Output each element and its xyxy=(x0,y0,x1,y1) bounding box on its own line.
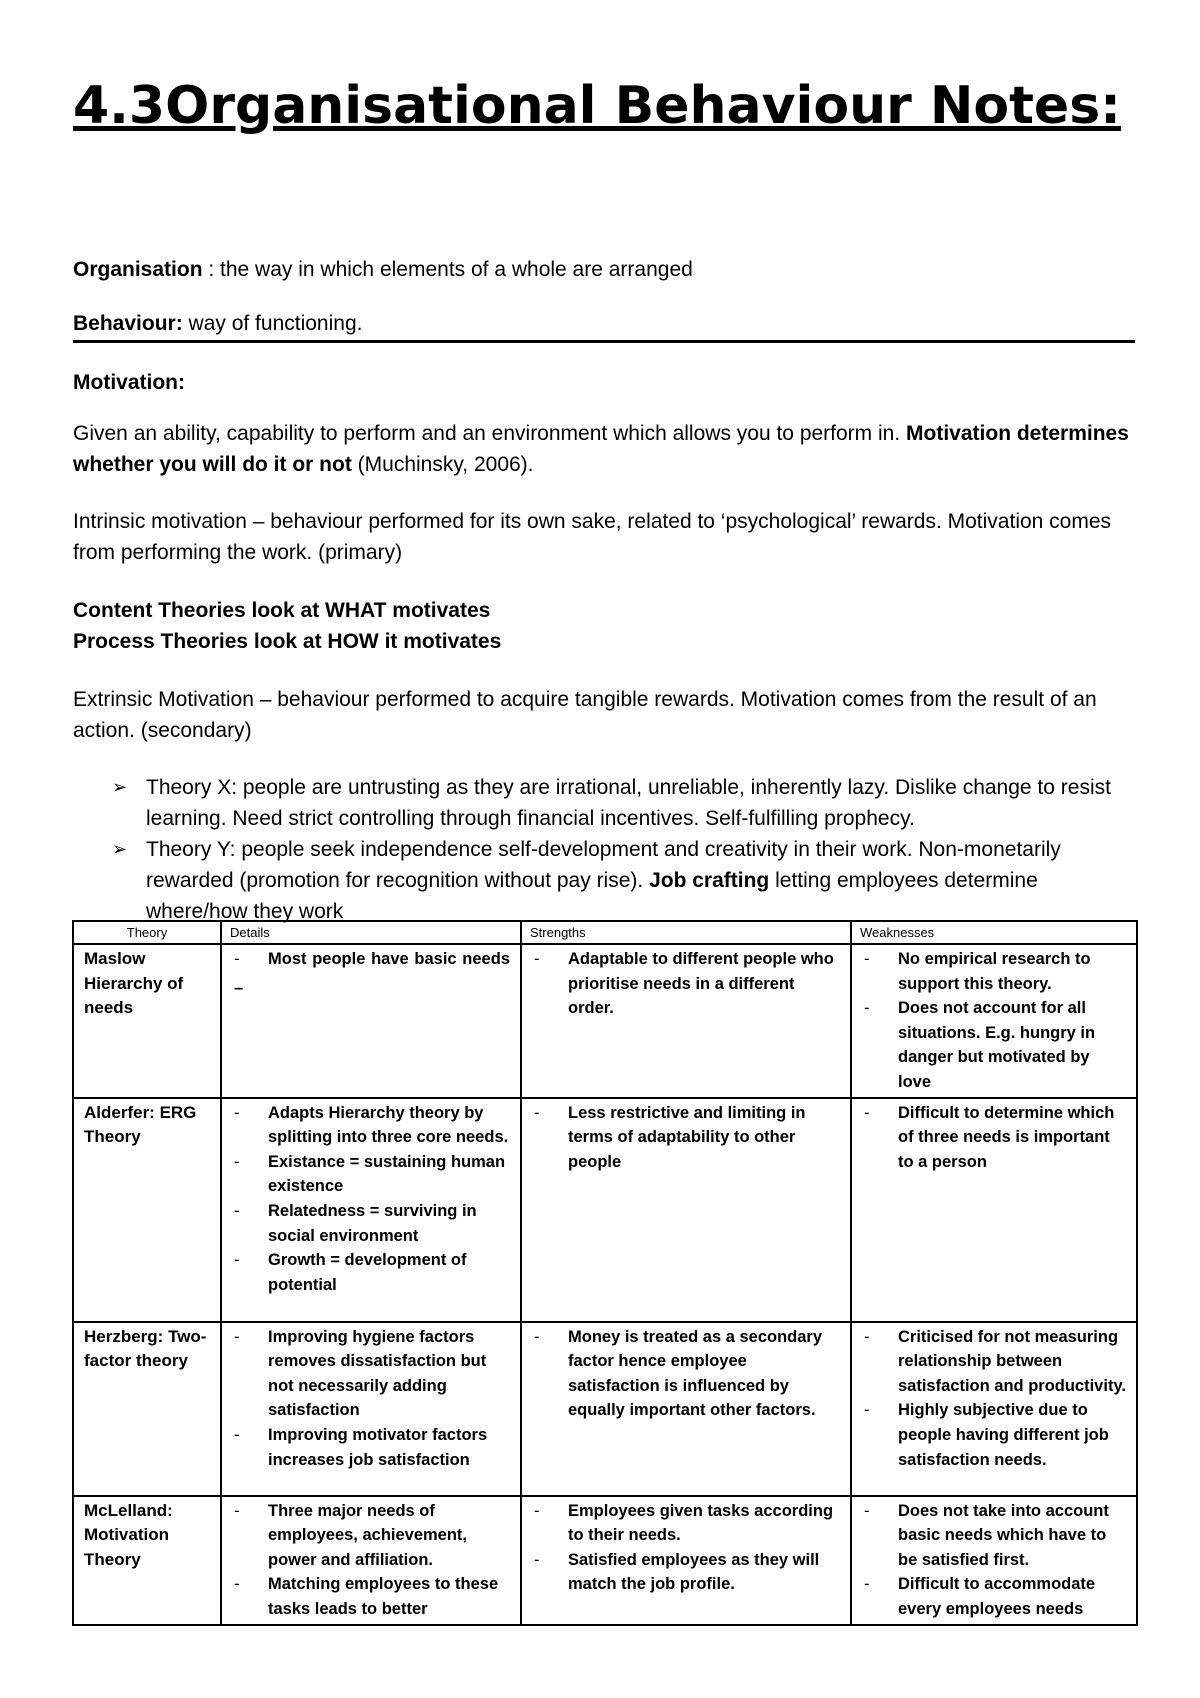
column-header-weaknesses: Weaknesses xyxy=(851,921,1137,944)
content-theories-line: Content Theories look at WHAT motivates xyxy=(73,599,491,622)
behaviour-term: Behaviour: xyxy=(73,312,183,335)
intrinsic-motivation-paragraph: Intrinsic motivation – behaviour performed for its own sake, related to ‘psychological’ rewards. Motivation comes from performing the work. (primary) xyxy=(73,510,1112,564)
list-item: - Existance = sustaining human existence xyxy=(232,1150,510,1199)
column-header-strengths: Strengths xyxy=(521,921,851,944)
weaknesses-cell xyxy=(851,1322,1137,1496)
page-title: 4.3Organisational Behaviour Notes: xyxy=(73,76,1121,136)
list-item: - Adaptable to different people who prioritise needs in a different order. xyxy=(532,947,840,1021)
list-item: - Relatedness = surviving in social environment xyxy=(232,1199,510,1248)
table-row xyxy=(73,1322,1137,1496)
weaknesses-cell xyxy=(851,1098,1137,1322)
organisation-text: : the way in which elements of a whole are arranged xyxy=(202,258,693,281)
motivation-paragraph: Given an ability, capability to perform and an environment which allows you to perform in. Motivation determines whether you will do it or not (Muchinsky, 2006). xyxy=(73,422,1129,476)
list-item: - Satisfied employees as they will match the job profile. xyxy=(532,1548,840,1597)
list-item: - Does not take into account basic needs which have to be satisfied first. xyxy=(862,1499,1126,1573)
list-item: - Most people have basic needs xyxy=(232,947,510,972)
motivation-theories-table xyxy=(72,920,1138,1626)
organisation-definition xyxy=(73,254,1133,285)
details-cell xyxy=(221,1496,521,1625)
behaviour-text: way of functioning. xyxy=(182,312,363,335)
list-item: - Matching employees to these tasks leads to better xyxy=(232,1572,510,1621)
stray-dash: – xyxy=(234,978,244,997)
strengths-cell xyxy=(521,1322,851,1496)
list-item: - Criticised for not measuring relationship between satisfaction and productivity. xyxy=(862,1325,1126,1399)
table-row xyxy=(73,1098,1137,1322)
strengths-cell xyxy=(521,1496,851,1625)
theory-name-cell: Maslow Hierarchy of needs xyxy=(73,944,221,1098)
theory-name-cell: McLelland: Motivation Theory xyxy=(73,1496,221,1625)
details-cell xyxy=(221,1322,521,1496)
list-item: - Adapts Hierarchy theory by splitting into three core needs. xyxy=(232,1101,510,1150)
weaknesses-cell xyxy=(851,1496,1137,1625)
behaviour-definition xyxy=(73,308,1133,339)
list-item: - Improving hygiene factors removes dissatisfaction but not necessarily adding satisfaction xyxy=(232,1325,510,1423)
list-item-theory-y: ➢ Theory Y: people seek independence self-development and creativity in their work. Non-monetarily rewarded (promotion for recognition without pay rise). Job crafting letting employees determine where/how they work xyxy=(108,834,1138,927)
list-item: - Difficult to determine which of three needs is important to a person xyxy=(862,1101,1126,1175)
strengths-cell xyxy=(521,1098,851,1322)
motivation-heading: Motivation: xyxy=(73,371,185,394)
arrow-bullet-icon: ➢ xyxy=(112,777,128,797)
details-cell xyxy=(221,944,521,1098)
list-item: - Money is treated as a secondary factor hence employee satisfaction is influenced by equally important other factors. xyxy=(532,1325,840,1423)
list-item: - Three major needs of employees, achievement, power and affiliation. xyxy=(232,1499,510,1573)
table-row xyxy=(73,944,1137,1098)
theory-name-cell: Alderfer: ERG Theory xyxy=(73,1098,221,1322)
list-item: - Difficult to accommodate every employees needs xyxy=(862,1572,1126,1621)
list-item: - Does not account for all situations. E.g. hungry in danger but motivated by love xyxy=(862,996,1126,1094)
theory-bullet-list xyxy=(108,772,1138,927)
organisation-term: Organisation xyxy=(73,258,203,281)
list-item: - Less restrictive and limiting in terms of adaptability to other people xyxy=(532,1101,840,1175)
strengths-cell xyxy=(521,944,851,1098)
list-item: - Highly subjective due to people having different job satisfaction needs. xyxy=(862,1398,1126,1472)
list-item-theory-x: ➢ Theory X: people are untrusting as they are irrational, unreliable, inherently lazy. Dislike change to resist learning. Need strict controlling through financial incentives. Self-fulfilling prophecy. xyxy=(108,772,1138,834)
process-theories-line: Process Theories look at HOW it motivates xyxy=(73,630,502,653)
list-item: - Growth = development of potential xyxy=(232,1248,510,1297)
theory-name-cell: Herzberg: Two-factor theory xyxy=(73,1322,221,1496)
list-item: - No empirical research to support this theory. xyxy=(862,947,1126,996)
section-divider xyxy=(73,340,1135,343)
details-cell xyxy=(221,1098,521,1322)
table-row xyxy=(73,1496,1137,1625)
column-header-theory: Theory xyxy=(73,921,221,944)
weaknesses-cell xyxy=(851,944,1137,1098)
table-header-row xyxy=(73,921,1137,944)
arrow-bullet-icon: ➢ xyxy=(112,839,128,859)
list-item: - Improving motivator factors increases job satisfaction xyxy=(232,1423,510,1472)
column-header-details: Details xyxy=(221,921,521,944)
list-item: - Employees given tasks according to their needs. xyxy=(532,1499,840,1548)
extrinsic-motivation-paragraph: Extrinsic Motivation – behaviour performed to acquire tangible rewards. Motivation comes from the result of an action. (secondary) xyxy=(73,688,1097,742)
